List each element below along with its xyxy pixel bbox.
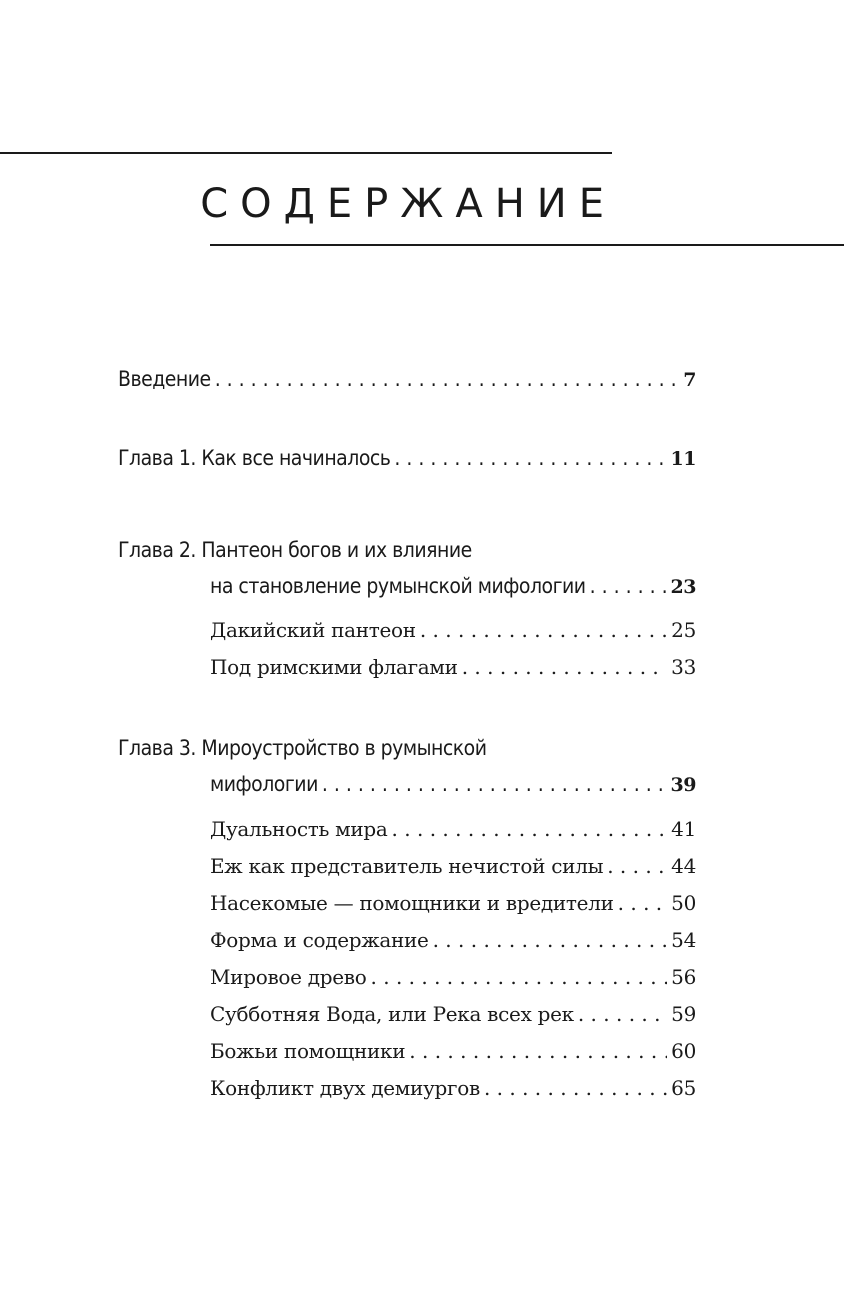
toc-page-number: 7 [683,369,696,391]
toc-entry-section[interactable] [210,999,696,1029]
toc-page-number: 41 [671,817,696,841]
top-rule [0,152,612,154]
toc-page-number: 23 [670,576,696,598]
toc-entry-title: Форма и содержание [210,928,429,952]
toc-entry-section[interactable] [210,888,696,918]
toc-entry-title: Еж как представитель нечистой силы [210,854,604,878]
dot-leader [394,443,666,473]
dot-leader [618,888,667,918]
toc-page-number: 25 [671,618,696,642]
toc-entry-section[interactable] [210,962,696,992]
toc-page-number: 65 [671,1076,696,1100]
dot-leader [409,1036,667,1066]
toc-page-number: 56 [671,965,696,989]
toc-entry-title: Конфликт двух демиургов [210,1076,480,1100]
toc-entry-section[interactable] [210,652,696,682]
toc-entry-title: Субботняя Вода, или Река всех рек [210,1002,574,1026]
toc-page-number: 59 [671,1002,696,1026]
toc-entry-chapter-3[interactable] [210,769,696,799]
toc-entry-chapter-1[interactable] [118,443,696,473]
toc-entry-title: Под римскими флагами [210,655,458,679]
dot-leader [322,769,667,799]
dot-leader [484,1073,667,1103]
toc-entry-title: мифологии [210,772,318,796]
bottom-rule [210,244,844,246]
page-title: СОДЕРЖАНИЕ [200,181,616,227]
toc-page-number: 50 [671,891,696,915]
toc-entry-title: Дакийский пантеон [210,618,416,642]
toc-page-number: 33 [671,655,696,679]
toc-entry-section[interactable] [210,851,696,881]
dot-leader [420,615,667,645]
dot-leader [462,652,667,682]
toc-entry-section[interactable] [210,1036,696,1066]
toc-entry-title: Мировое древо [210,965,367,989]
dot-leader [371,962,668,992]
toc-entry-title: на становление румынской мифологии [210,574,586,598]
toc-page-number: 60 [671,1039,696,1063]
dot-leader [590,571,667,601]
toc-page-number: 44 [671,854,696,878]
dot-leader [433,925,668,955]
dot-leader [607,851,667,881]
toc-entry-section[interactable] [210,925,696,955]
toc-entry-section[interactable] [210,814,696,844]
toc-page-number: 39 [670,774,696,796]
toc-chapter-3-heading[interactable]: Глава 3. Мироустройство в румынской [118,736,487,760]
toc-entry-section[interactable] [210,1073,696,1103]
toc-entry-title: Введение [118,367,211,391]
dot-leader [215,364,680,394]
toc-entry-intro[interactable] [118,364,696,394]
toc-entry-section[interactable] [210,615,696,645]
toc-page-number: 54 [671,928,696,952]
toc-chapter-2-heading[interactable]: Глава 2. Пантеон богов и их влияние [118,538,472,562]
toc-entry-title: Божьи помощники [210,1039,406,1063]
toc-entry-title: Глава 1. Как все начиналось [118,446,391,470]
toc-entry-chapter-2[interactable] [210,571,696,601]
dot-leader [392,814,668,844]
toc-entry-title: Дуальность мира [210,817,388,841]
toc-entry-title: Насекомые — помощники и вредители [210,891,614,915]
dot-leader [578,999,667,1029]
toc-page-number: 11 [670,448,696,470]
